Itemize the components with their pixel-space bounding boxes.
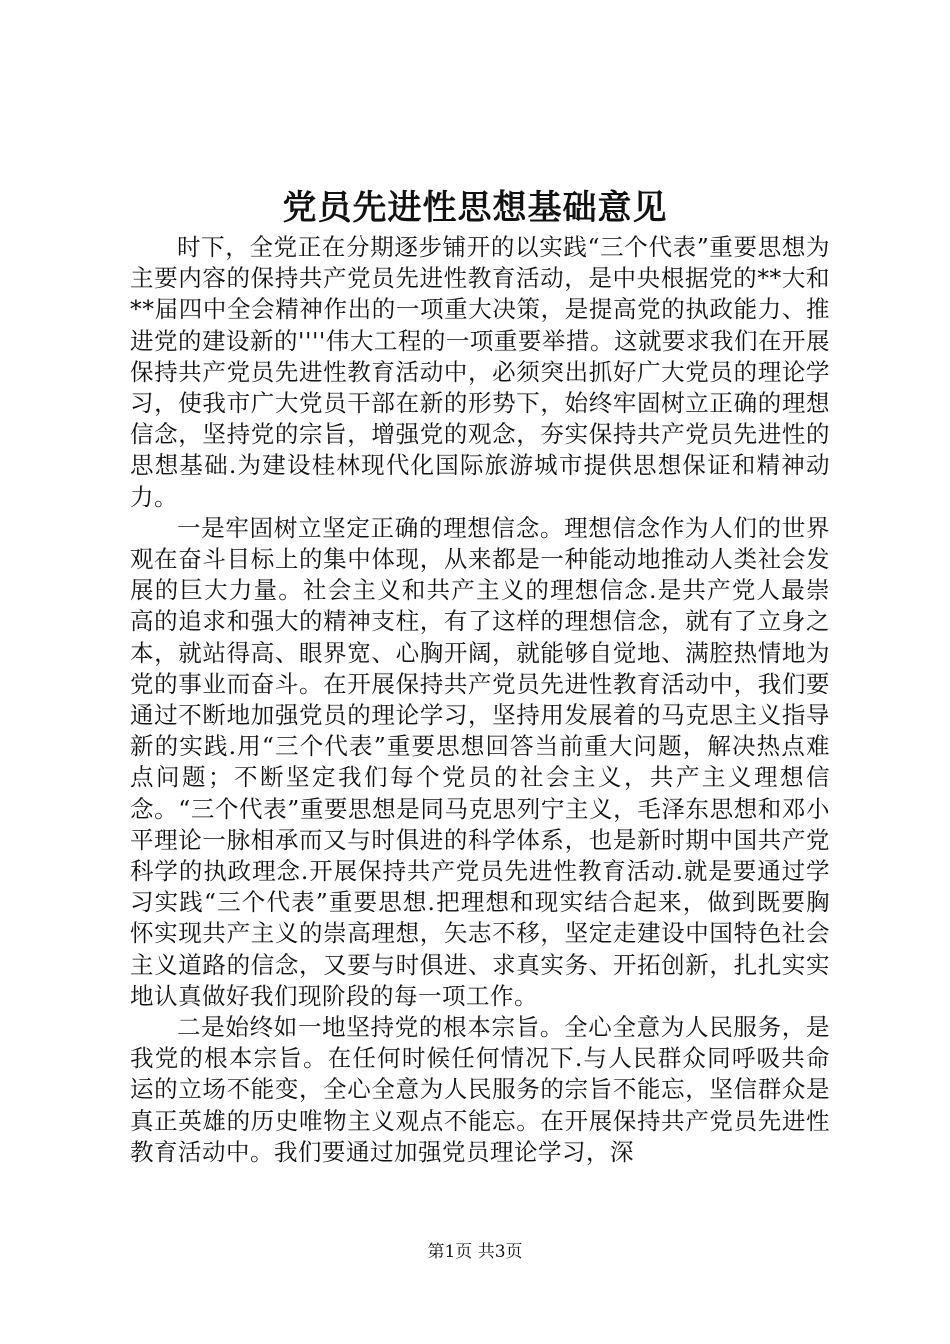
document-title: 党员先进性思想基础意见 (282, 188, 668, 228)
page-footer: 第1页 共3页 (427, 1242, 523, 1262)
paragraph-purpose: 二是始终如一地坚持党的根本宗旨。全心全意为人民服务，是我党的根本宗旨。在任何时候任何情况下.与人民群众同呼吸共命运的立场不能变，全心全意为人民服务的宗旨不能忘，坚信群众是真正英雄的历史唯物主义观点不能忘。在开展保持共产党员先进性教育活动中。我们要通过加强党员理论学习，深 (130, 1013, 830, 1166)
paragraph-intro: 时下，全党正在分期逐步铺开的以实践“三个代表”重要思想为主要内容的保持共产党员先进性教育活动，是中央根据党的**大和**届四中全会精神作出的一项重大决策，是提高党的执政能力、推进党的建设新的''''伟大工程的一项重要举措。这就要求我们在开展保持共产党员先进性教育活动中，必须突出抓好广大党员的理论学习，使我市广大党员干部在新的形势下，始终牢固树立正确的理想信念，坚持党的宗旨，增强党的观念，夯实保持共产党员先进性的思想基础.为建设桂林现代化国际旅游城市提供思想保证和精神动力。 (130, 233, 830, 511)
paragraph-ideals: 一是牢固树立坚定正确的理想信念。理想信念作为人们的世界观在奋斗目标上的集中体现，从来都是一种能动地推动人类社会发展的巨大力量。社会主义和共产主义的理想信念.是共产党人最崇高的追求和强大的精神支柱，有了这样的理想信念，就有了立身之本，就站得高、眼界宽、心胸开阔，就能够自觉地、满腔热情地为党的事业而奋斗。在开展保持共产党员先进性教育活动中，我们要通过不断地加强党员的理论学习，坚持用发展着的马克思主义指导新的实践.用“三个代表”重要思想回答当前重大问题，解决热点难点问题；不断坚定我们每个党员的社会主义，共产主义理想信念。“三个代表”重要思想是同马克思列宁主义，毛泽东思想和邓小平理论一脉相承而又与时俱进的科学体系，也是新时期中国共产党科学的执政理念.开展保持共产党员先进性教育活动.就是要通过学习实践“三个代表”重要思想.把理想和现实结合起来，做到既要胸怀实现共产主义的崇高理想，矢志不移，坚定走建设中国特色社会主义道路的信念，又要与时俱进、求真实务、开拓创新，扎扎实实地认真做好我们现阶段的每一项工作。 (130, 513, 830, 1010)
document-body (130, 232, 830, 1168)
